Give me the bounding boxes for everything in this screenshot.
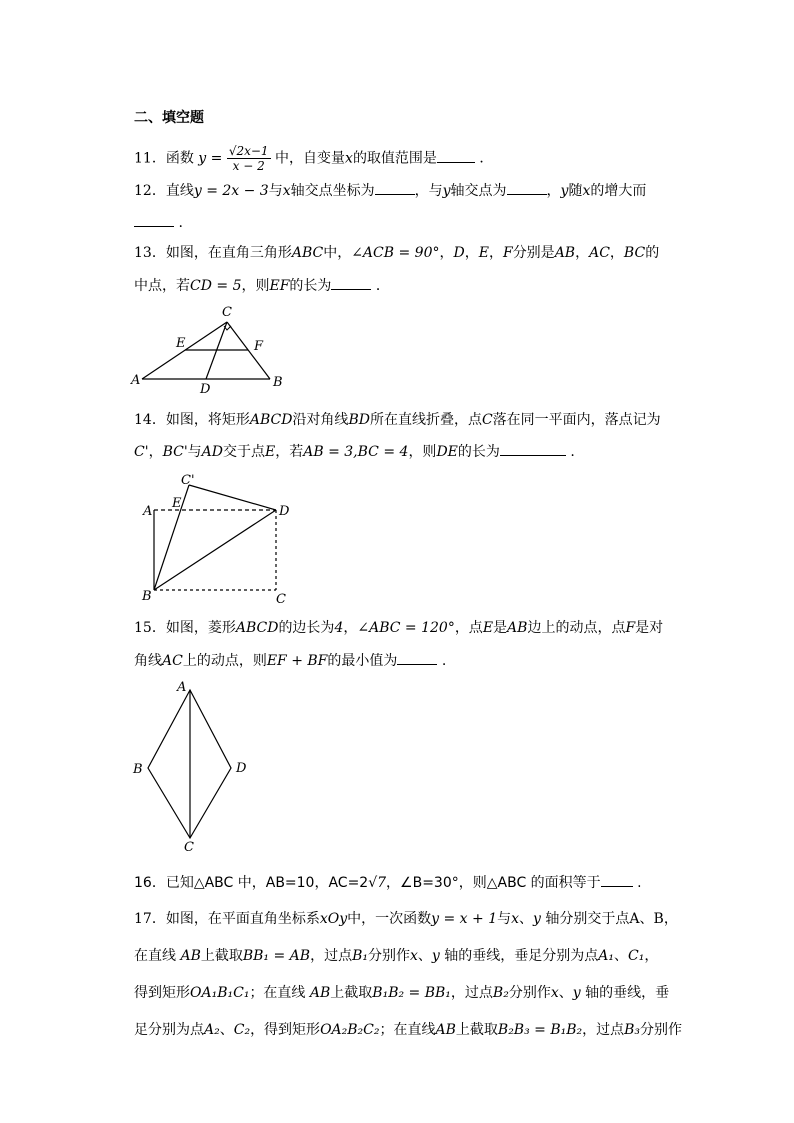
q14-cprime: C' — [134, 444, 149, 460]
q15-sep: ， — [343, 620, 358, 636]
q13-right-angle-mark — [224, 326, 231, 330]
q17-y-2: y — [431, 948, 440, 964]
q17-ab: AB — [180, 948, 201, 964]
q12-blank-1[interactable] — [375, 180, 415, 195]
q13-answer-blank[interactable] — [331, 275, 371, 290]
q17-text-p: 足分别为点 — [134, 1022, 204, 1038]
q15-label-d: D — [236, 761, 247, 776]
question-16: 16．已知△ABC 中，AB=10，AC=2√7，∠B=30°，则△ABC 的面积等于 . — [134, 872, 642, 893]
q12-x2: x — [582, 183, 591, 199]
q12-text-b: 轴交点坐标为 — [290, 183, 375, 199]
q11-y: y = — [198, 150, 223, 167]
q13-label-e: E — [176, 336, 186, 351]
q14-e: E — [265, 444, 276, 460]
q16-answer-blank[interactable] — [601, 872, 633, 887]
q15-label-c: C — [184, 840, 194, 855]
q14-text-e: 与 — [187, 444, 202, 460]
q15-text-g: 是对 — [635, 620, 664, 636]
question-17-line2: 在直线 AB上截取BB₁ = AB，过点B₁分别作x、y 轴的垂线，垂足分别为点A₁、C₁， — [134, 948, 659, 964]
q17-y-3: y — [572, 985, 581, 1001]
question-14 — [134, 410, 661, 430]
q11-fraction — [227, 144, 271, 173]
q17-point-b: B — [653, 911, 664, 927]
q16-text-b: ，∠B=30°，则△ABC 的面积等于 — [386, 875, 601, 891]
q12-text-e: ， — [546, 183, 561, 199]
q15-figure — [128, 676, 258, 855]
q17-text-d: 轴分别交于点 — [545, 911, 630, 927]
q16-sqrt: √7 — [368, 875, 387, 891]
q13-f: F — [502, 245, 513, 261]
q15-e: E — [482, 620, 494, 636]
q15-text-i: 上的动点，则 — [182, 653, 267, 669]
q13-bc: BC — [623, 245, 646, 261]
q17-text-a: 17．如图，在平面直角坐标系 — [134, 911, 320, 927]
q14-label-c: C — [276, 592, 286, 607]
q17-c1: C₁ — [628, 948, 645, 964]
question-17-line4: 足分别为点A₂、C₂，得到矩形OA₂B₂C₂；在直线AB上截取B₂B₃ = B₁B₂，过点B₃分别作 — [134, 1022, 683, 1038]
q17-eq3: B₂B₃ = B₁B₂ — [497, 1022, 583, 1038]
q13-text-d: 分别是 — [512, 245, 555, 261]
q17-text-j: 得到矩形 — [134, 985, 190, 1001]
q13-label-a: A — [131, 373, 141, 388]
q14-text-g: ，若 — [275, 444, 304, 460]
question-12-line2: . — [134, 212, 183, 233]
question-17: 17．如图，在平面直角坐标系xOy中，一次函数y = x + 1与x、y 轴分别交于点A、B， — [134, 911, 678, 927]
q14-text-d: 落在同一平面内，落点记为 — [492, 412, 661, 428]
q13-angle: ∠ACB = 90° — [351, 245, 440, 261]
q15-four: 4 — [334, 620, 344, 636]
q17-text-n: 分别作 — [508, 985, 551, 1001]
q17-x: x — [511, 911, 520, 927]
q17-text-i: 轴的垂线，垂足分别为点 — [444, 948, 599, 964]
q15-ab: AB — [507, 620, 528, 636]
q14-segment-cprime-d — [189, 485, 276, 510]
q12-text-c: ，与 — [414, 183, 443, 199]
q17-text-m: ，过点 — [450, 985, 493, 1001]
q12-text-a: 与 — [268, 183, 283, 199]
q13-text-e: 的 — [645, 245, 660, 261]
q15-text-a: 15．如图，菱形 — [134, 620, 236, 636]
q14-label-a: A — [143, 504, 153, 519]
q17-sep: 、 — [519, 911, 534, 927]
q12-blank-3[interactable] — [134, 212, 174, 227]
q17-text-t: ，过点 — [582, 1022, 625, 1038]
q15-text-d: ，点 — [454, 620, 483, 636]
q15-abcd: ABCD — [235, 620, 279, 636]
q14-figure — [140, 472, 300, 607]
q14-de: DE — [436, 444, 458, 460]
q17-eq2: B₁B₂ = BB₁ — [372, 985, 451, 1001]
q17-x-2: x — [409, 948, 418, 964]
q17-rect1: OA₁B₁C₁ — [190, 985, 250, 1001]
q15-text-e: 是 — [493, 620, 508, 636]
q15-label-b: B — [133, 762, 143, 777]
q17-ab-3: AB — [435, 1022, 456, 1038]
q14-label-d: D — [279, 504, 290, 519]
q12-text-g: 的增大而 — [590, 183, 647, 199]
q17-text-h: 分别作 — [367, 948, 410, 964]
q14-c: C — [481, 412, 493, 428]
q14-text-h: ，则 — [408, 444, 437, 460]
q14-text-i: 的长为 — [457, 444, 500, 460]
q17-text-s: 上截取 — [455, 1022, 498, 1038]
q13-text-a: 13．如图，在直角三角形 — [134, 245, 292, 261]
q17-text-e: 在直线 — [134, 948, 176, 964]
q13-label-f: F — [254, 339, 264, 354]
question-15-line2: 角线AC上的动点，则EF + BF的最小值为 . — [134, 650, 446, 671]
q17-ab-2: AB — [309, 985, 331, 1001]
question-14-line2: C'，BC'与AD交于点E，若AB = 3,BC = 4，则DE的长为 . — [134, 441, 575, 462]
q14-label-e: E — [172, 496, 182, 511]
q14-text-b: 沿对角线 — [292, 412, 349, 428]
q14-text-a: 14．如图，将矩形 — [134, 412, 250, 428]
q15-ac: AC — [162, 653, 183, 669]
q13-text-f: 中点，若 — [134, 278, 190, 294]
q14-condition: AB = 3,BC = 4 — [303, 444, 409, 460]
q17-text-f: 上截取 — [200, 948, 243, 964]
q12-x: x — [282, 183, 291, 199]
q17-y: y — [533, 911, 541, 927]
q13-d: D — [453, 245, 465, 261]
q15-text-b: 的边长为 — [278, 620, 335, 636]
q11-numerator: √2x−1 — [228, 144, 269, 158]
q12-y2: y — [560, 183, 569, 199]
q14-bd: BD — [348, 412, 370, 428]
q13-ef: EF — [269, 278, 290, 294]
q13-text-g: ，则 — [241, 278, 270, 294]
q13-sep-1: ， — [439, 245, 454, 261]
question-11: 11．函数 y = $\frac{√2x-1}{x - 2}$ 中，自变量x的取值范围是 ． — [134, 144, 494, 173]
q17-rect2: OA₂B₂C₂ — [320, 1022, 380, 1038]
q17-function: y = x + 1 — [431, 911, 498, 927]
q17-b3: B₃ — [624, 1022, 641, 1038]
q15-answer-blank[interactable] — [397, 650, 437, 665]
q17-text-l: 上截取 — [330, 985, 373, 1001]
q17-c2: C₂ — [233, 1022, 251, 1038]
q17-x-3: x — [550, 985, 559, 1001]
q11-mid: 中，自变量 — [275, 150, 346, 167]
q13-label-d: D — [200, 382, 211, 397]
q16-text-a: 16．已知△ABC 中，AB=10，AC=2 — [134, 875, 369, 891]
q14-ad: AD — [201, 444, 224, 460]
q14-text-f: 交于点 — [223, 444, 266, 460]
q17-b1: B₁ — [352, 948, 368, 964]
q12-prefix: 12．直线 — [134, 183, 194, 199]
q12-y: y — [442, 183, 451, 199]
q15-angle: ∠ABC = 120° — [357, 620, 455, 636]
q15-text-f: 边上的动点，点 — [527, 620, 626, 636]
q12-text-f: 随 — [568, 183, 583, 199]
q17-a1: A₁ — [598, 948, 614, 964]
q13-abc: ABC — [291, 245, 324, 261]
q14-text-c: 所在直线折叠，点 — [369, 412, 482, 428]
question-13: 13．如图，在直角三角形ABC中，∠ACB = 90°，D，E，F分别是AB，AC，BC的 — [134, 245, 660, 261]
q13-ac: AC — [589, 245, 610, 261]
q15-text-h: 角线 — [134, 653, 162, 669]
q17-point-a: A — [629, 911, 640, 927]
q17-xoy: xOy — [319, 911, 348, 927]
q13-text-b: 中， — [323, 245, 352, 261]
q14-answer-blank[interactable] — [500, 441, 566, 456]
q17-text-k: ；在直线 — [249, 985, 306, 1001]
q12-blank-2[interactable] — [507, 180, 547, 195]
q11-var: x — [345, 150, 353, 167]
q17-eq1: BB₁ = AB — [242, 948, 311, 964]
q11-prefix: 11．函数 — [134, 150, 194, 167]
q13-text-h: 的长为 — [289, 278, 332, 294]
question-12 — [134, 180, 646, 201]
q17-text-u: 分别作 — [640, 1022, 683, 1038]
q15-f: F — [625, 620, 636, 636]
q13-figure — [130, 300, 290, 395]
question-13-line2: 中点，若CD = 5，则EF的长为 ． — [134, 275, 390, 296]
q11-suffix: 的取值范围是 — [352, 150, 437, 167]
q12-text-d: 轴交点为 — [450, 183, 507, 199]
q13-label-b: B — [273, 375, 283, 390]
q13-label-c: C — [222, 305, 232, 320]
q14-bcprime: BC' — [162, 444, 188, 460]
q15-text-j: 的最小值为 — [327, 653, 398, 669]
q17-text-o: 轴的垂线，垂 — [585, 985, 670, 1001]
q17-text-r: ；在直线 — [379, 1022, 436, 1038]
q17-b2: B₂ — [492, 985, 509, 1001]
q14-label-cprime: C' — [181, 473, 195, 488]
q14-abcd: ABCD — [249, 412, 293, 428]
q14-sep: ， — [148, 444, 163, 460]
q17-text-b: 中，一次函数 — [347, 911, 432, 927]
q11-denominator: x − 2 — [232, 159, 265, 173]
question-17-line3: 得到矩形OA₁B₁C₁；在直线 AB上截取B₁B₂ = BB₁，过点B₂分别作x、y 轴的垂线，垂 — [134, 985, 670, 1001]
q13-cd: CD = 5 — [190, 278, 242, 294]
q17-text-g: ，过点 — [310, 948, 353, 964]
q14-label-b: B — [142, 589, 152, 604]
q17-a2: A₂ — [204, 1022, 220, 1038]
q15-label-a: A — [177, 680, 187, 695]
q15-expression: EF + BF — [266, 653, 328, 669]
q12-equation: y = 2x − 3 — [193, 183, 269, 199]
q11-answer-blank[interactable] — [437, 148, 475, 163]
q17-text-q: ，得到矩形 — [250, 1022, 321, 1038]
q13-e: E — [478, 245, 489, 261]
section-title: 二、填空题 — [134, 110, 204, 126]
q13-ab: AB — [554, 245, 576, 261]
question-15 — [134, 618, 663, 638]
q17-text-c: 与 — [497, 911, 512, 927]
q14-diagonal-bd — [154, 510, 276, 590]
